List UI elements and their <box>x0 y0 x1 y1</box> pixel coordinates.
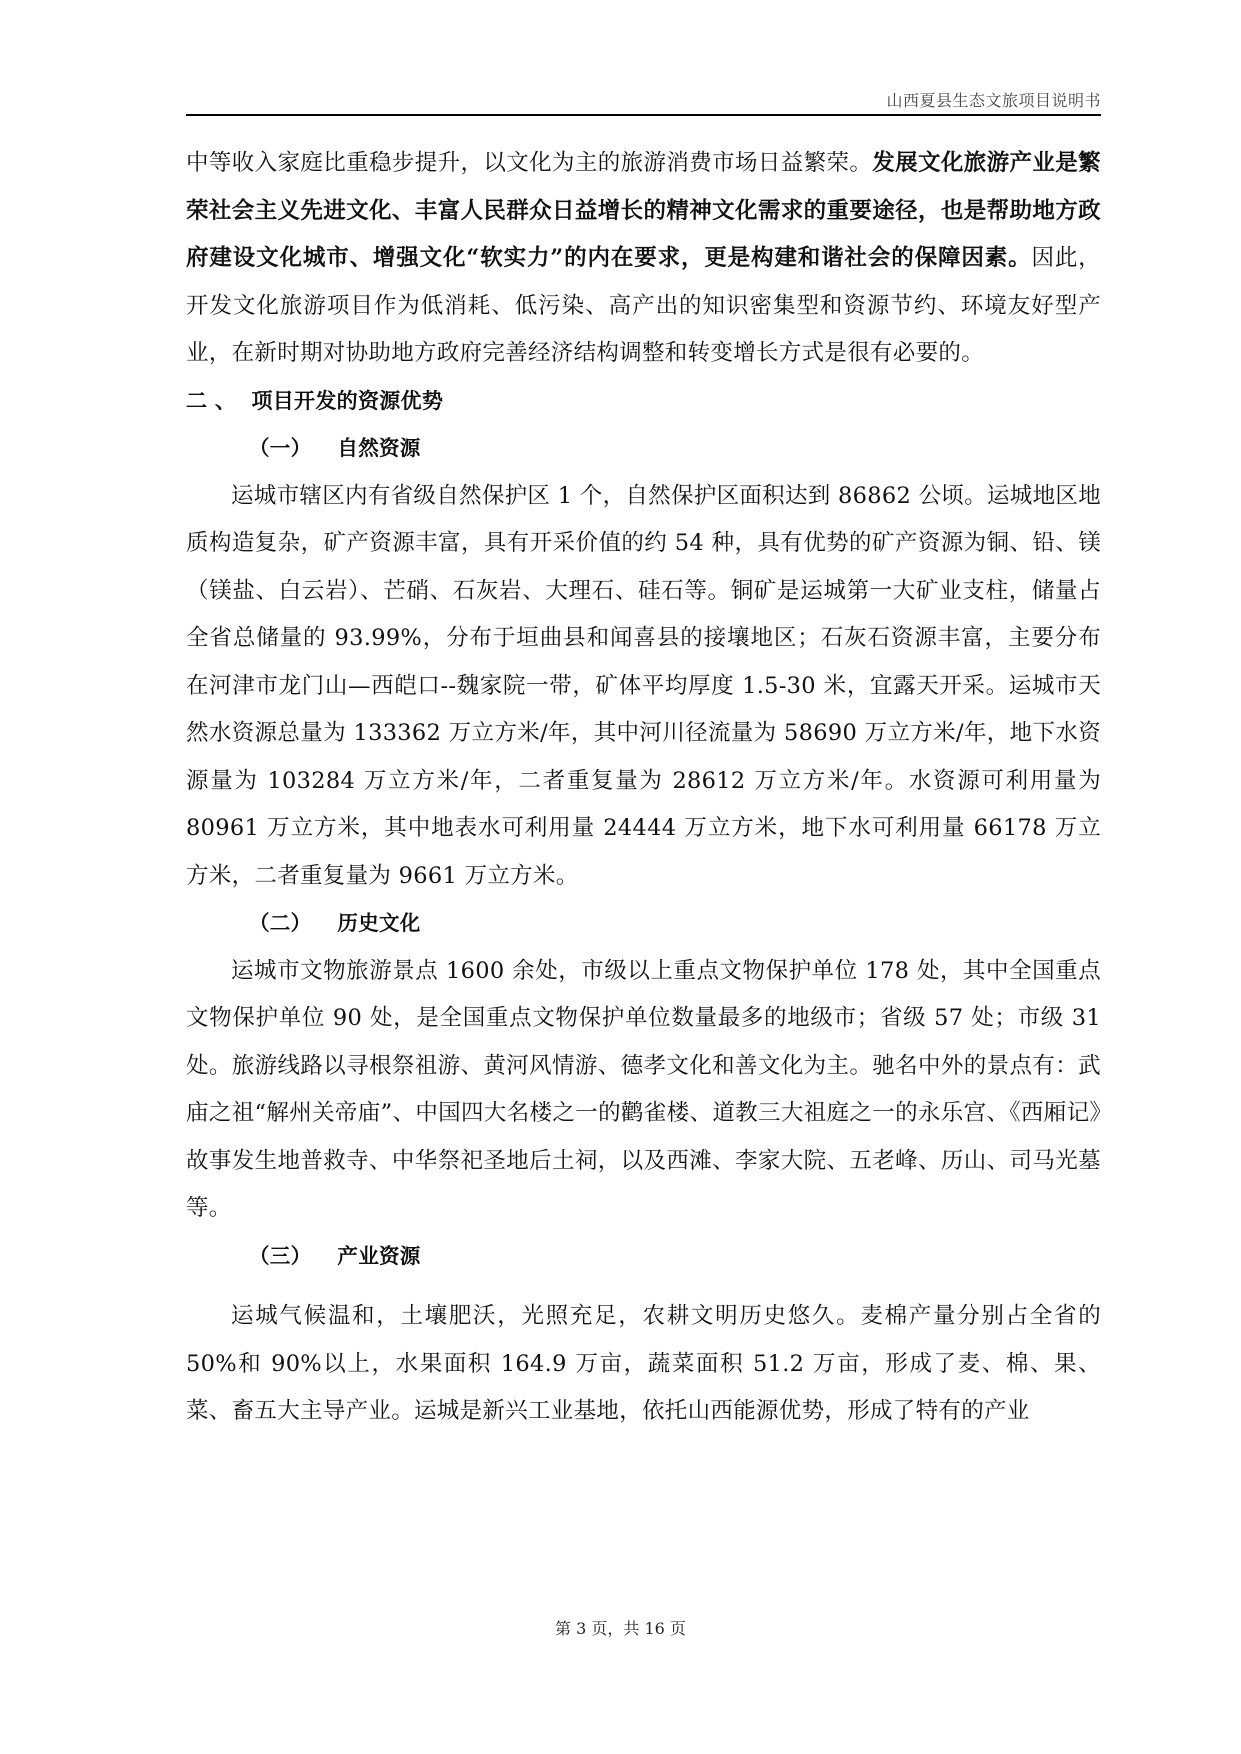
intro-paragraph <box>186 140 1101 378</box>
subsection-title: 产业资源 <box>337 1243 421 1268</box>
page-footer <box>0 1616 1241 1639</box>
subsection-title: 自然资源 <box>337 436 421 460</box>
subsection-number: （二） <box>249 911 312 935</box>
section-heading <box>186 378 1101 426</box>
subsection-paragraph-industry: 运城气候温和，土壤肥沃，光照充足，农耕文明历史悠久。麦棉产量分别占全省的 50%和 90%以上，水果面积 164.9 万亩，蔬菜面积 51.2 万亩，形成了麦、棉、果、菜、畜五大主导产业。运城是新兴工业基地，依托山西能源优势，形成了特有的产业 <box>186 1303 1101 1424</box>
subsection-paragraph-history: 运城市文物旅游景点 1600 余处，市级以上重点文物保护单位 178 处，其中全国重点文物保护单位 90 处，是全国重点文物保护单位数量最多的地级市；省级 57 处；市级 31 处。旅游线路以寻根祭祖游、黄河风情游、德孝文化和善文化为主。驰名中外的景点有：武庙之祖“解州关帝庙”、中国四大名楼之一的鹳雀楼、道教三大祖庭之一的永乐宫、《西厢记》故事发生地普救寺、中华祭祀圣地后土祠，以及西滩、李家大院、五老峰、历山、司马光墓等。 <box>186 957 1101 1221</box>
subsection-paragraph-natural: 运城市辖区内有省级自然保护区 1 个，自然保护区面积达到 86862 公顷。运城地区地质构造复杂，矿产资源丰富，具有开采价值的约 54 种，具有优势的矿产资源为铜、铅、镁（镁盐、白云岩）、芒硝、石灰岩、大理石、硅石等。铜矿是运城第一大矿业支柱，储量占全省总储量的 93.99%，分布于垣曲县和闻喜县的接壤地区；石灰石资源丰富，主要分布在河津市龙门山—西皑口--魏家院一带，矿体平均厚度 1.5-30 米，宜露天开采。运城市天然水资源总量为 133362 万立方米/年，其中河川径流量为 58690 万立方米/年，地下水资源量为 103284 万立方米/年，二者重复量为 28612 万立方米/年。水资源可利用量为 80961 万立方米，其中地表水可利用量 24444 万立方米，地下水可利用量 66178 万立方米，二者重复量为 9661 万立方米。 <box>186 482 1101 889</box>
page-number: 第 3 页，共 16 页 <box>555 1619 686 1638</box>
section-title: 项目开发的资源优势 <box>251 388 444 413</box>
subsection-heading-industry <box>186 1233 1101 1281</box>
subsection-number: （一） <box>249 436 312 460</box>
page-content <box>186 140 1101 1436</box>
subsection-heading-natural <box>186 425 1101 473</box>
header-title: 山西夏县生态文旅项目说明书 <box>886 91 1101 110</box>
subsection-number: （三） <box>249 1243 312 1268</box>
intro-bold-text: 发展文化旅游产业是繁荣社会主义先进文化、丰富人民群众日益增长的精神文化需求的重要途径，也是帮助地方政府建设文化城市、增强文化“软实力”的内在要求，更是构建和谐社会的保障因素。 <box>186 150 1101 271</box>
subsection-title: 历史文化 <box>337 911 421 935</box>
page-header <box>186 88 1101 116</box>
intro-text-2: 因此，开发文化旅游项目作为低消耗、低污染、高产出的知识密集型和资源节约、环境友好型产业，在新时期对协助地方政府完善经济结构调整和转变增长方式是很有必要的。 <box>186 245 1101 366</box>
subsection-heading-history <box>186 900 1101 948</box>
intro-text-1: 中等收入家庭比重稳步提升，以文化为主的旅游消费市场日益繁荣。 <box>186 150 873 176</box>
section-number: 二 、 <box>186 388 237 413</box>
